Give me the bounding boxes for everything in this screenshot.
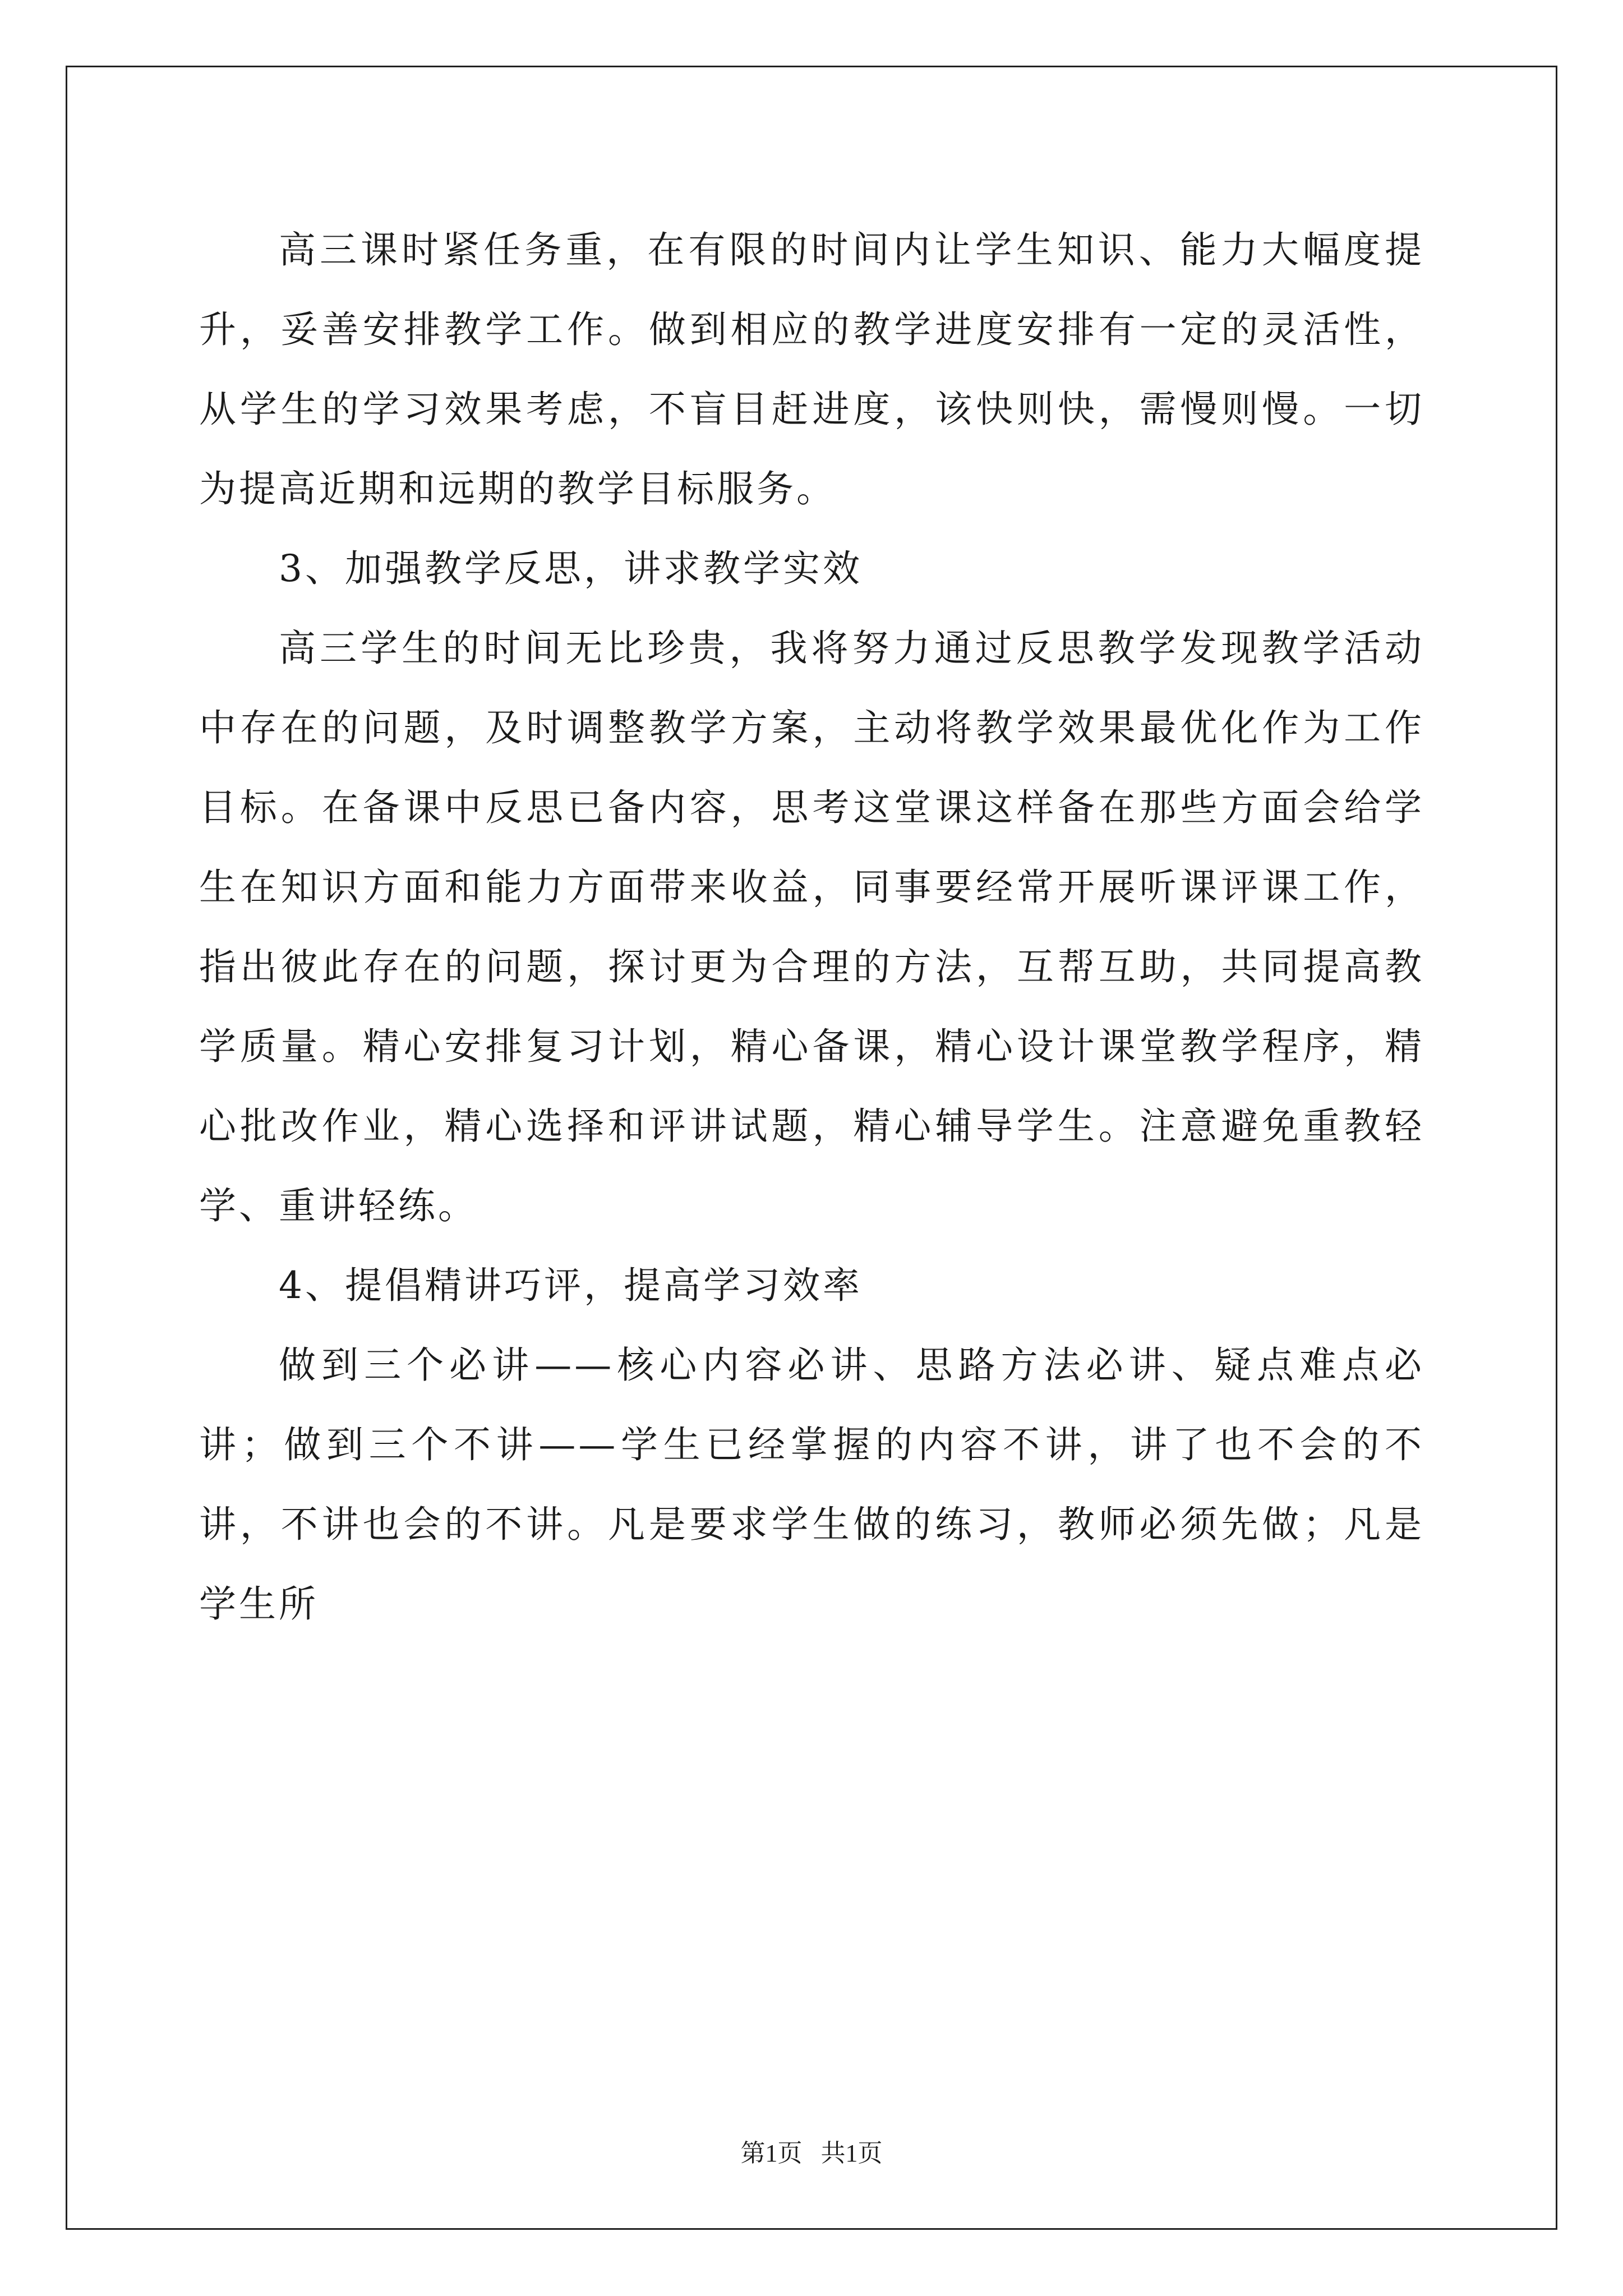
section-heading-3: 3、加强教学反思，讲求教学实效 (279, 547, 863, 590)
paragraph-teaching-reflection: 高三学生的时间无比珍贵，我将努力通过反思教学发现教学活动中存在的问题，及时调整教学方案，主动将教学效果最优化作为工作目标。在备课中反思已备内容，思考这堂课这样备在那些方面会给学生在知识方面和能力方面带来收益，同事要经常开展听课评课工作，指出彼此存在的问题，探讨更为合理的方法，互帮互助，共同提高教学质量。精心安排复习计划，精心备课，精心设计课堂教学程序，精心批改作业，精心选择和评讲试题，精心辅导学生。注意避免重教轻学、重讲轻练。 (199, 627, 1424, 1227)
paragraph-concise-teaching: 做到三个必讲——核心内容必讲、思路方法必讲、疑点难点必讲；做到三个不讲——学生已经掌握的内容不讲，讲了也不会的不讲，不讲也会的不讲。凡是要求学生做的练习，教师必须先做；凡是学生所 (199, 1343, 1424, 1626)
document-body (199, 210, 1424, 1644)
paragraph-teaching-schedule: 高三课时紧任务重，在有限的时间内让学生知识、能力大幅度提升，妥善安排教学工作。做到相应的教学进度安排有一定的灵活性，从学生的学习效果考虑，不盲目赶进度，该快则快，需慢则慢。一切为提高近期和远期的教学目标服务。 (199, 228, 1424, 510)
page-footer: 第1页 共1页 (740, 2139, 883, 2167)
section-heading-4: 4、提倡精讲巧评，提高学习效率 (279, 1264, 863, 1307)
